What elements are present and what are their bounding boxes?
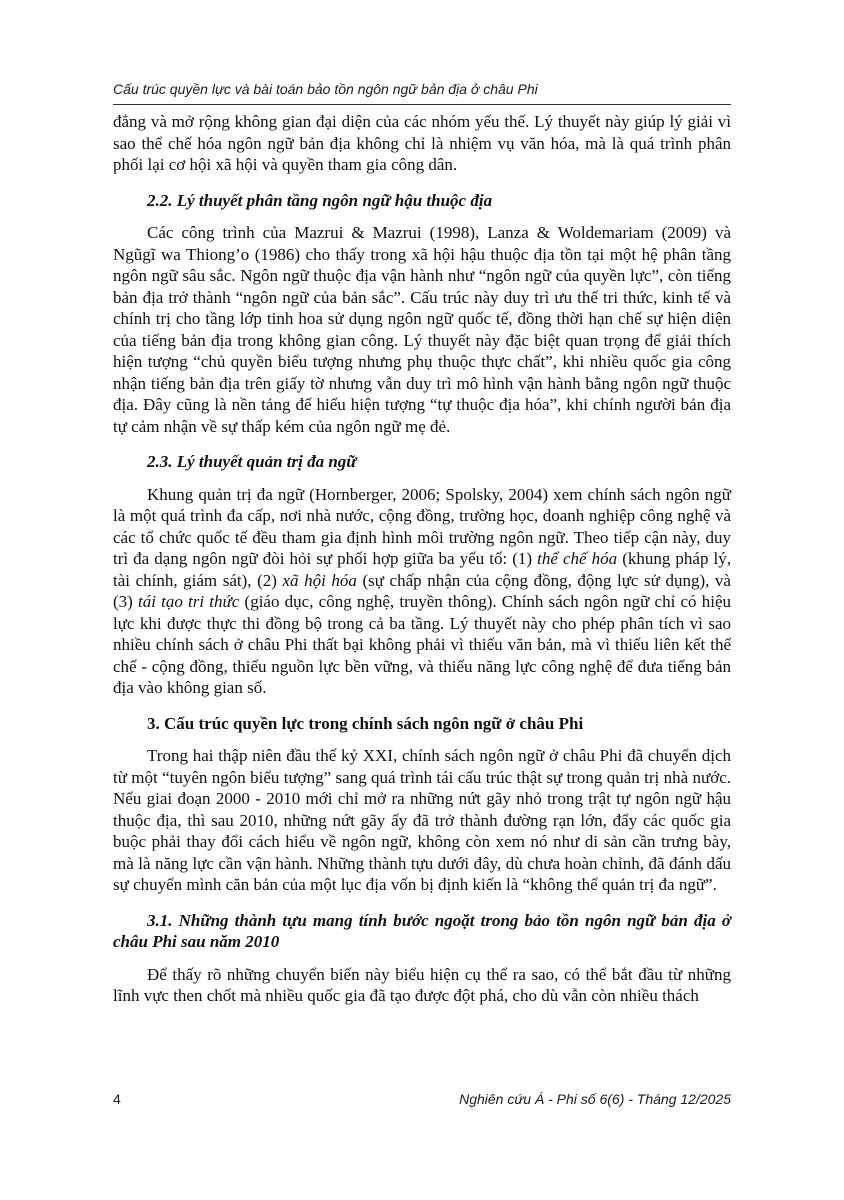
heading-2-2: 2.2. Lý thuyết phân tầng ngôn ngữ hậu thuộc địa [147,190,493,210]
emphasis-socialization: xã hội hóa [282,570,357,590]
paragraph-3-1: Để thấy rõ những chuyển biến này biểu hiện cụ thể ra sao, có thể bắt đầu từ những lĩnh vực then chốt mà nhiều quốc gia đã tạo được đột phá, cho dù vẫn còn nhiều thách [113,964,731,1005]
paragraph-intro: đẳng và mở rộng không gian đại diện của các nhóm yếu thế. Lý thuyết này giúp lý giải vì sao thể chế hóa ngôn ngữ bản địa không chỉ là nhiệm vụ văn hóa, mà là quá trình phân phối lại cơ hội xã hội và quyền tham gia công dân. [113,112,731,174]
paragraph-2-3 [113,484,731,699]
journal-citation: Nghiên cứu Á - Phi số 6(6) - Tháng 12/2025 [459,1091,731,1107]
paragraph-2-3-part-a: Khung quản trị đa ngữ (Hornberger, 2006; Spolsky, 2004) xem chính sách ngôn ngữ là một quá trình đa cấp, nơi nhà nước, cộng đồng, trường học, doanh nghiệp công nghệ và các tổ chức quốc tế đều tham gia định hình môi trường ngôn ngữ. Theo tiếp cận này, duy trì đa dạng ngôn ngữ đòi hỏi sự phối hợp giữa ba yếu tố: (1) [113,484,731,568]
paragraph-2-3-part-d: (giáo dục, công nghệ, truyền thông). Chính sách ngôn ngữ chỉ có hiệu lực khi được thực thi đồng bộ trong cả ba tầng. Lý thuyết này cho phép phân tích vì sao nhiều chính sách ở châu Phi thất bại không phải vì thiếu văn bản, mà vì thiếu liên kết thể chế - cộng đồng, thiếu nguồn lực bền vững, và thiếu năng lực công nghệ để đưa tiếng bản địa vào không gian số. [113,592,731,697]
emphasis-knowledge-regeneration: tái tạo tri thức [138,592,240,611]
paragraph-2-3-part-b: (khung pháp lý, tài chính, giám sát), (2) [113,549,732,590]
paragraph-3: Trong hai thập niên đầu thế kỷ XXI, chính sách ngôn ngữ ở châu Phi đã chuyển dịch từ một “tuyên ngôn biểu tượng” sang quá trình tái cấu trúc thật sự trong quản trị nhà nước. Nếu giai đoạn 2000 - 2010 mới chỉ mở ra những nứt gãy nhỏ trong trật tự ngôn ngữ hậu thuộc địa, thì sau 2010, những nứt gãy ấy đã trở thành đường rạn lớn, đẩy các quốc gia buộc phải thay đổi cách hiểu về ngôn ngữ, không còn xem nó như di sản cần trưng bày, mà là năng lực cần vận hành. Những thành tựu dưới đây, dù chưa hoàn chỉnh, đã đánh dấu sự chuyển mình căn bản của một lục địa vốn bị định kiến là “không thể quản trị đa ngữ”. [113,746,731,894]
paragraph-2-2: Các công trình của Mazrui & Mazrui (1998), Lanza & Woldemariam (2009) và Ngũgĩ wa Thiong’o (1986) cho thấy trong xã hội hậu thuộc địa tồn tại một hệ phân tầng ngôn ngữ sâu sắc. Ngôn ngữ thuộc địa vận hành như “ngôn ngữ của quyền lực”, còn tiếng bản địa trở thành “ngôn ngữ của bản sắc”. Cấu trúc này duy trì ưu thế tri thức, kinh tế và chính trị cho tầng lớp tinh hoa sử dụng ngôn ngữ quốc tế, đồng thời hạn chế sự hiện diện của tiếng bản địa trong không gian công. Lý thuyết này đặc biệt quan trọng để giải thích hiện tượng “chủ quyền biểu tượng nhưng phụ thuộc thực chất”, khi nhiều quốc gia công nhận tiếng bản địa trên giấy tờ nhưng vẫn duy trì mô hình vận hành bằng ngôn ngữ thuộc địa. Đây cũng là nền tảng để hiểu hiện tượng “tự thuộc địa hóa”, khi chính người bản địa tự cảm nhận về sự thấp kém của ngôn ngữ mẹ đẻ. [113,223,731,436]
article-body [113,111,731,1007]
page-number: 4 [113,1091,121,1107]
paragraph-2-3-part-c: (sự chấp nhận của cộng đồng, động lực sử dụng), và (3) [113,570,731,611]
heading-2-3: 2.3. Lý thuyết quản trị đa ngữ [147,452,357,471]
heading-3: 3. Cấu trúc quyền lực trong chính sách ngôn ngữ ở châu Phi [147,713,584,733]
running-title: Cấu trúc quyền lực và bài toán bảo tồn ngôn ngữ bản địa ở châu Phi [113,81,538,97]
heading-3-1: 3.1. Những thành tựu mang tính bước ngoặt trong bảo tồn ngôn ngữ bản địa ở châu Phi sau năm 2010 [113,910,731,951]
header-rule [113,104,731,105]
emphasis-institutionalization: thể chế hóa [537,549,618,568]
